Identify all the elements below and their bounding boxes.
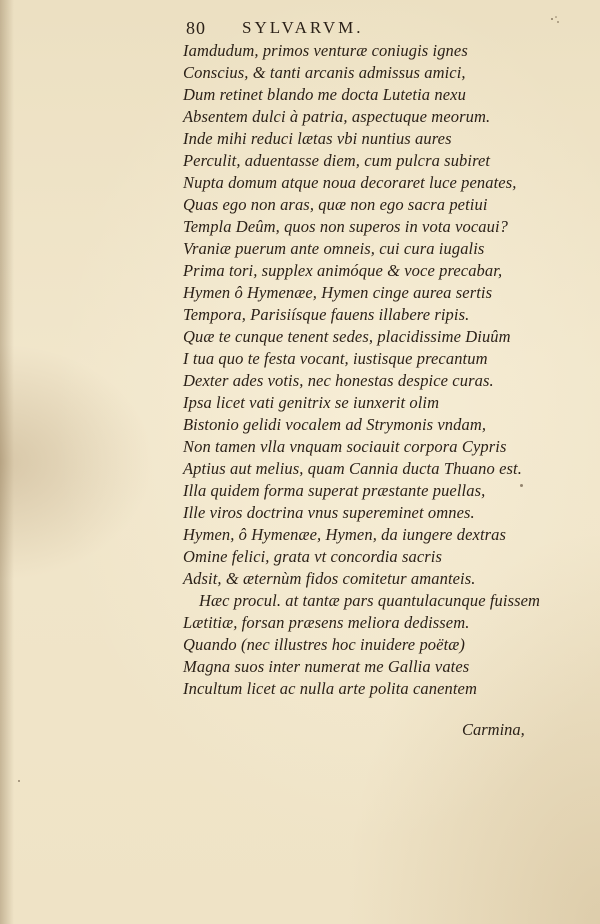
verse-line: Hæc procul. at tantæ pars quantulacunque fuissem — [199, 591, 541, 610]
page-number: 80 — [186, 18, 206, 38]
verse-line: Aptius aut melius, quam Cannia ducta Thuano est. — [183, 459, 522, 478]
verse-line: Nupta domum atque noua decoraret luce penates, — [183, 173, 517, 192]
verse-line: Perculit, aduentasse diem, cum pulcra subiret — [183, 151, 491, 170]
verse-line: Quæ te cunque tenent sedes, placidissime Diuûm — [183, 327, 511, 346]
verse-line: Prima tori, supplex animóque & voce precabar, — [183, 261, 503, 280]
verse-line: Quando (nec illustres hoc inuidere poëtæ) — [183, 635, 465, 654]
verse-line: Conscius, & tanti arcanis admissus amici, — [183, 63, 466, 82]
verse-line: Ipsa licet vati genitrix se iunxerit olim — [183, 393, 440, 412]
verse-line: Tempora, Parisiísque fauens illabere ripis. — [183, 305, 470, 324]
verse-line: Omine felici, grata vt concordia sacris — [183, 547, 442, 566]
poem-text — [183, 40, 583, 700]
verse-line: Adsit, & æternùm fidos comitetur amanteis. — [183, 569, 476, 588]
verse-line: Illa quidem forma superat præstante puellas, — [183, 481, 486, 500]
verse-line: Absentem dulci à patria, aspectuque meorum. — [183, 107, 491, 126]
verse-line: Ille viros doctrina vnus supereminet omnes. — [183, 503, 475, 522]
verse-line: Magna suos inter numerat me Gallia vates — [183, 657, 470, 676]
verse-line: Non tamen vlla vnquam sociauit corpora Cypris — [183, 437, 507, 456]
ink-speck-icon — [548, 14, 562, 28]
verse-line: I tua quo te festa vocant, iustisque precantum — [183, 349, 488, 368]
ink-speck — [520, 484, 523, 487]
verse-line: Bistonio gelidi vocalem ad Strymonis vndam, — [183, 415, 487, 434]
verse-line: Iamdudum, primos venturæ coniugis ignes — [183, 41, 468, 60]
page-gutter-shadow — [0, 0, 14, 924]
verse-line: Dum retinet blando me docta Lutetia nexu — [183, 85, 466, 104]
verse-line: Dexter ades votis, nec honestas despice curas. — [183, 371, 494, 390]
verse-line: Templa Deûm, quos non superos in vota vocaui? — [183, 217, 509, 236]
verse-line: Hymen, ô Hymenæe, Hymen, da iungere dextras — [183, 525, 507, 544]
verse-line: Inde mihi reduci lætas vbi nuntius aures — [183, 129, 452, 148]
catchword: Carmina, — [462, 720, 525, 739]
verse-line: Vraniæ puerum ante omneis, cui cura iugalis — [183, 239, 485, 258]
verse-line: Lætitiæ, forsan præsens meliora dedissem. — [183, 613, 470, 632]
verse-line: Hymen ô Hymenæe, Hymen cinge aurea sertis — [183, 283, 493, 302]
running-title: SYLVARVM. — [242, 18, 364, 37]
verse-line: Incultum licet ac nulla arte polita canentem — [183, 679, 477, 698]
verse-line: Quas ego non aras, quæ non ego sacra petiui — [183, 195, 488, 214]
ink-speck — [18, 780, 20, 782]
